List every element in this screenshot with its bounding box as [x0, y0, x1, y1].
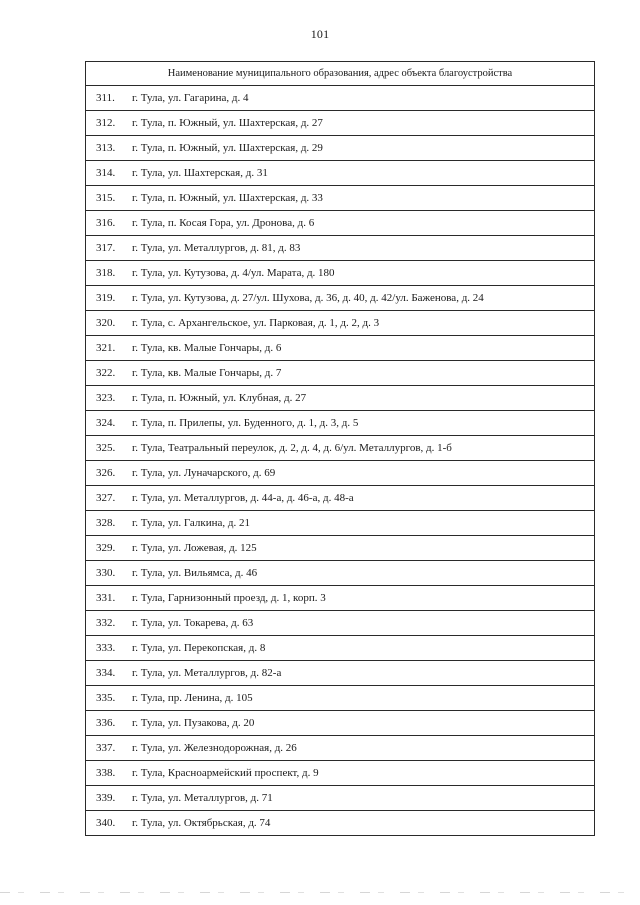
- row-number: 316.: [96, 216, 116, 229]
- row-address: г. Тула, ул. Металлургов, д. 71: [132, 791, 273, 804]
- table-cell: [86, 461, 595, 486]
- row-number: 319.: [96, 291, 116, 304]
- row-number: 315.: [96, 191, 116, 204]
- row-address: г. Тула, кв. Малые Гончары, д. 6: [132, 341, 282, 354]
- row-number: 317.: [96, 241, 116, 254]
- table-cell: [86, 161, 595, 186]
- table-cell: [86, 211, 595, 236]
- row-number: 333.: [96, 641, 116, 654]
- row-number: 334.: [96, 666, 116, 679]
- row-number: 327.: [96, 491, 116, 504]
- table-cell: [86, 136, 595, 161]
- table-row: [86, 811, 595, 836]
- row-number: 313.: [96, 141, 116, 154]
- row-address: г. Тула, п. Южный, ул. Шахтерская, д. 27: [132, 116, 323, 129]
- row-address: г. Тула, с. Архангельское, ул. Парковая, д. 1, д. 2, д. 3: [132, 316, 380, 329]
- table-row: [86, 236, 595, 261]
- row-number: 330.: [96, 566, 116, 579]
- row-number: 318.: [96, 266, 116, 279]
- table-row: [86, 386, 595, 411]
- table-row: [86, 336, 595, 361]
- table-row: [86, 661, 595, 686]
- row-number: 320.: [96, 316, 116, 329]
- row-number: 339.: [96, 791, 116, 804]
- table-row: [86, 711, 595, 736]
- row-address: г. Тула, ул. Металлургов, д. 44-а, д. 46-а, д. 48-а: [132, 491, 354, 504]
- table-cell: [86, 686, 595, 711]
- row-address: г. Тула, п. Южный, ул. Шахтерская, д. 29: [132, 141, 323, 154]
- row-number: 314.: [96, 166, 116, 179]
- table-row: [86, 111, 595, 136]
- table-cell: [86, 736, 595, 761]
- row-address: г. Тула, пр. Ленина, д. 105: [132, 691, 253, 704]
- table-body: [86, 86, 595, 836]
- table-row: [86, 186, 595, 211]
- row-number: 340.: [96, 816, 116, 829]
- table-cell: [86, 361, 595, 386]
- row-address: г. Тула, ул. Луначарского, д. 69: [132, 466, 276, 479]
- table-row: [86, 536, 595, 561]
- table-cell: [86, 386, 595, 411]
- row-address: г. Тула, п. Прилепы, ул. Буденного, д. 1, д. 3, д. 5: [132, 416, 359, 429]
- address-table: [85, 61, 595, 836]
- table-cell: [86, 786, 595, 811]
- row-number: 337.: [96, 741, 116, 754]
- row-address: г. Тула, ул. Шахтерская, д. 31: [132, 166, 268, 179]
- row-number: 324.: [96, 416, 116, 429]
- table-cell: [86, 486, 595, 511]
- row-address: г. Тула, ул. Галкина, д. 21: [132, 516, 250, 529]
- row-number: 323.: [96, 391, 116, 404]
- table-row: [86, 736, 595, 761]
- table-row: [86, 136, 595, 161]
- table-cell: [86, 661, 595, 686]
- table-row: [86, 786, 595, 811]
- row-number: 311.: [96, 91, 115, 104]
- table-row: [86, 611, 595, 636]
- page-number: 101: [310, 27, 330, 41]
- table-row: [86, 761, 595, 786]
- table-cell: [86, 436, 595, 461]
- row-address: г. Тула, ул. Металлургов, д. 82-а: [132, 666, 282, 679]
- table-header: Наименование муниципального образования, адрес объекта благоустройства: [86, 62, 595, 86]
- table-cell: [86, 261, 595, 286]
- table-row: [86, 261, 595, 286]
- table-row: [86, 361, 595, 386]
- table-row: [86, 636, 595, 661]
- table-row: [86, 486, 595, 511]
- table-row: [86, 461, 595, 486]
- row-address: г. Тула, ул. Железнодорожная, д. 26: [132, 741, 297, 754]
- row-number: 326.: [96, 466, 116, 479]
- table-cell: [86, 111, 595, 136]
- table-row: [86, 311, 595, 336]
- row-address: г. Тула, кв. Малые Гончары, д. 7: [132, 366, 282, 379]
- table-cell: [86, 286, 595, 311]
- table-cell: [86, 186, 595, 211]
- row-address: г. Тула, п. Косая Гора, ул. Дронова, д. 6: [132, 216, 315, 229]
- row-number: 329.: [96, 541, 116, 554]
- row-address: г. Тула, ул. Пузакова, д. 20: [132, 716, 255, 729]
- row-address: г. Тула, Красноармейский проспект, д. 9: [132, 766, 319, 779]
- table-cell: [86, 411, 595, 436]
- table-row: [86, 286, 595, 311]
- row-number: 338.: [96, 766, 116, 779]
- row-number: 325.: [96, 441, 116, 454]
- table-row: [86, 586, 595, 611]
- row-address: г. Тула, ул. Вильямса, д. 46: [132, 566, 258, 579]
- row-number: 335.: [96, 691, 116, 704]
- row-number: 336.: [96, 716, 116, 729]
- table-cell: [86, 636, 595, 661]
- row-address: г. Тула, ул. Гагарина, д. 4: [132, 91, 249, 104]
- row-address: г. Тула, п. Южный, ул. Шахтерская, д. 33: [132, 191, 323, 204]
- table-cell: [86, 561, 595, 586]
- row-address: г. Тула, ул. Токарева, д. 63: [132, 616, 254, 629]
- table-row: [86, 561, 595, 586]
- table-header-row: [86, 62, 595, 86]
- table-cell: [86, 711, 595, 736]
- row-number: 331.: [96, 591, 116, 604]
- table-cell: [86, 761, 595, 786]
- table-row: [86, 511, 595, 536]
- table-cell: [86, 86, 595, 111]
- row-number: 321.: [96, 341, 116, 354]
- row-address: г. Тула, Гарнизонный проезд, д. 1, корп. 3: [132, 591, 326, 604]
- table-cell: [86, 311, 595, 336]
- row-number: 312.: [96, 116, 116, 129]
- row-address: г. Тула, п. Южный, ул. Клубная, д. 27: [132, 391, 307, 404]
- row-address: г. Тула, ул. Перекопская, д. 8: [132, 641, 266, 654]
- table-row: [86, 686, 595, 711]
- table-cell: [86, 336, 595, 361]
- table-row: [86, 436, 595, 461]
- table-cell: [86, 586, 595, 611]
- row-number: 332.: [96, 616, 116, 629]
- table-row: [86, 86, 595, 111]
- row-address: г. Тула, ул. Октябрьская, д. 74: [132, 816, 271, 829]
- table-row: [86, 411, 595, 436]
- row-address: г. Тула, ул. Металлургов, д. 81, д. 83: [132, 241, 301, 254]
- table-cell: [86, 811, 595, 836]
- row-address: г. Тула, ул. Кутузова, д. 4/ул. Марата, д. 180: [132, 266, 335, 279]
- row-address: г. Тула, ул. Ложевая, д. 125: [132, 541, 257, 554]
- table-cell: [86, 536, 595, 561]
- table-row: [86, 211, 595, 236]
- table-cell: [86, 511, 595, 536]
- table-cell: [86, 236, 595, 261]
- row-address: г. Тула, Театральный переулок, д. 2, д. 4, д. 6/ул. Металлургов, д. 1-б: [132, 441, 452, 454]
- table-row: [86, 161, 595, 186]
- row-number: 322.: [96, 366, 116, 379]
- row-number: 328.: [96, 516, 116, 529]
- table-cell: [86, 611, 595, 636]
- scan-artifact-line: [0, 892, 640, 893]
- row-address: г. Тула, ул. Кутузова, д. 27/ул. Шухова, д. 36, д. 40, д. 42/ул. Баженова, д. 24: [132, 291, 484, 304]
